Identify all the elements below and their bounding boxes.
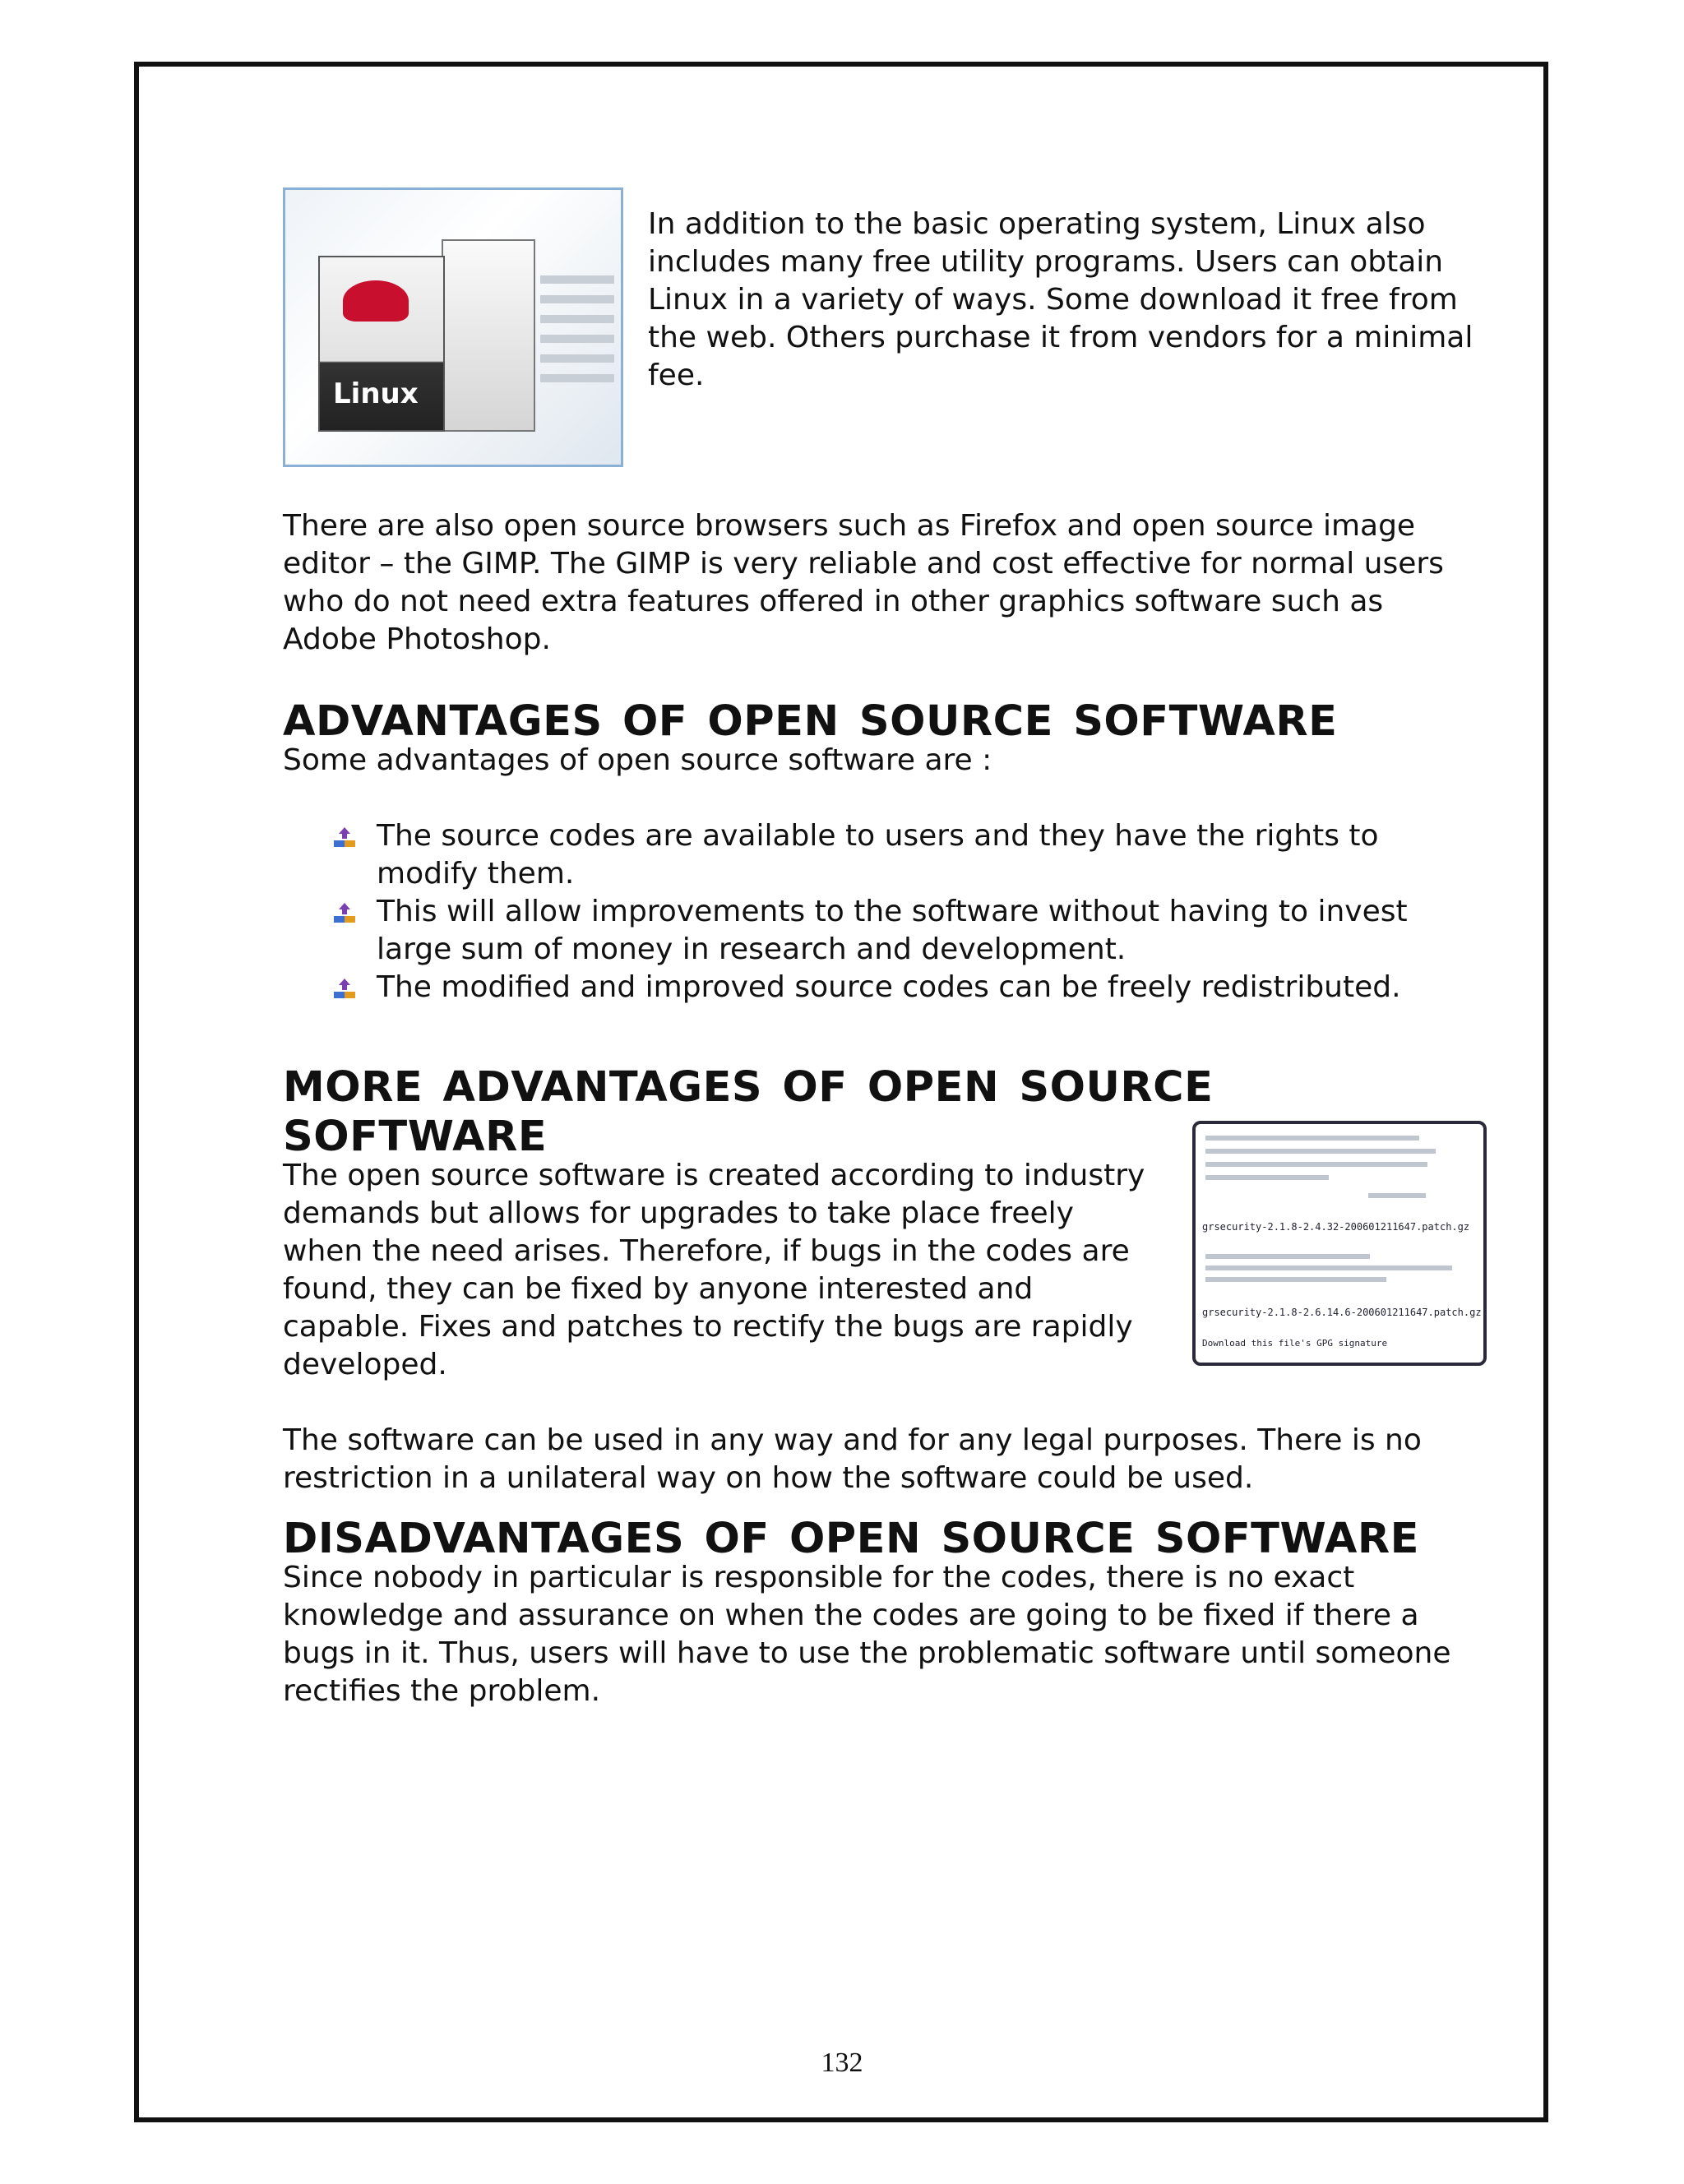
more-advantages-paragraph-1: The open source software is created according to industry demands but allows for upgrades to take place freely when the need arises. Therefore, if bugs in the codes are found, they can be fixed by anyone interested and capable. Fixes and patches to rectify the bugs are rapidly developed. — [283, 1159, 1145, 1381]
advantages-list — [283, 817, 1475, 1006]
list-item — [283, 817, 1475, 893]
intro-paragraph-block — [648, 206, 1478, 395]
bullet-arrow-icon — [332, 827, 357, 849]
disadvantages-heading: DISADVANTAGES OF OPEN SOURCE SOFTWARE — [283, 1515, 1419, 1563]
more-advantages-paragraph-2: The software can be used in any way and for any legal purposes. There is no restriction in a unilateral way on how the software could be used. — [283, 1423, 1422, 1495]
more-advantages-heading: MORE ADVANTAGES OF OPEN SOURCE SOFTWARE — [283, 1063, 1214, 1161]
advantages-section — [283, 697, 1475, 1006]
advantage-item-text: This will allow improvements to the software without having to invest large sum of money in research and development. — [377, 895, 1408, 966]
disadvantages-paragraph: Since nobody in particular is responsible for the codes, there is no exact knowledge and assurance on when the codes are going to be fixed if there a bugs in it. Thus, users will have to use the problematic software until someone rectifies the problem. — [283, 1561, 1451, 1708]
list-item — [283, 969, 1475, 1006]
page-number: 132 — [821, 2048, 863, 2078]
patch-file-link-1: grsecurity-2.1.8-2.4.32-200601211647.patch.gz — [1202, 1221, 1470, 1233]
redhat-linux-box-image — [283, 187, 623, 467]
browsers-section — [283, 507, 1475, 659]
red-hat-logo-icon — [343, 280, 409, 322]
advantage-item-text: The modified and improved source codes can be freely redistributed. — [377, 970, 1401, 1004]
browsers-paragraph: There are also open source browsers such as Firefox and open source image editor – the GIMP. The GIMP is very reliable and cost effective for normal users who do not need extra features offered in other graphics software such as Adobe Photoshop. — [283, 509, 1444, 656]
advantages-intro: Some advantages of open source software are : — [283, 743, 992, 777]
advantages-heading: ADVANTAGES OF OPEN SOURCE SOFTWARE — [283, 697, 1338, 746]
gpg-signature-link: Download this file's GPG signature — [1202, 1338, 1388, 1349]
bullet-arrow-icon — [332, 903, 357, 924]
intro-paragraph: In addition to the basic operating system, Linux also includes many free utility programs. Users can obtain Linux in a variety of ways. Some download it free from the web. Others purchase it from vendors for a minimal fee. — [648, 207, 1474, 392]
list-item — [283, 893, 1475, 969]
bullet-arrow-icon — [332, 979, 357, 1000]
advantage-item-text: The source codes are available to users and they have the rights to modify them. — [377, 819, 1379, 891]
grsecurity-download-screenshot — [1192, 1121, 1487, 1366]
background-menu-list — [540, 264, 614, 394]
patch-file-link-2: grsecurity-2.1.8-2.6.14.6-200601211647.patch.gz — [1202, 1307, 1482, 1318]
box-linux-label: Linux — [333, 377, 419, 410]
disadvantages-section — [283, 1515, 1475, 1710]
box-side-panel — [442, 239, 535, 432]
